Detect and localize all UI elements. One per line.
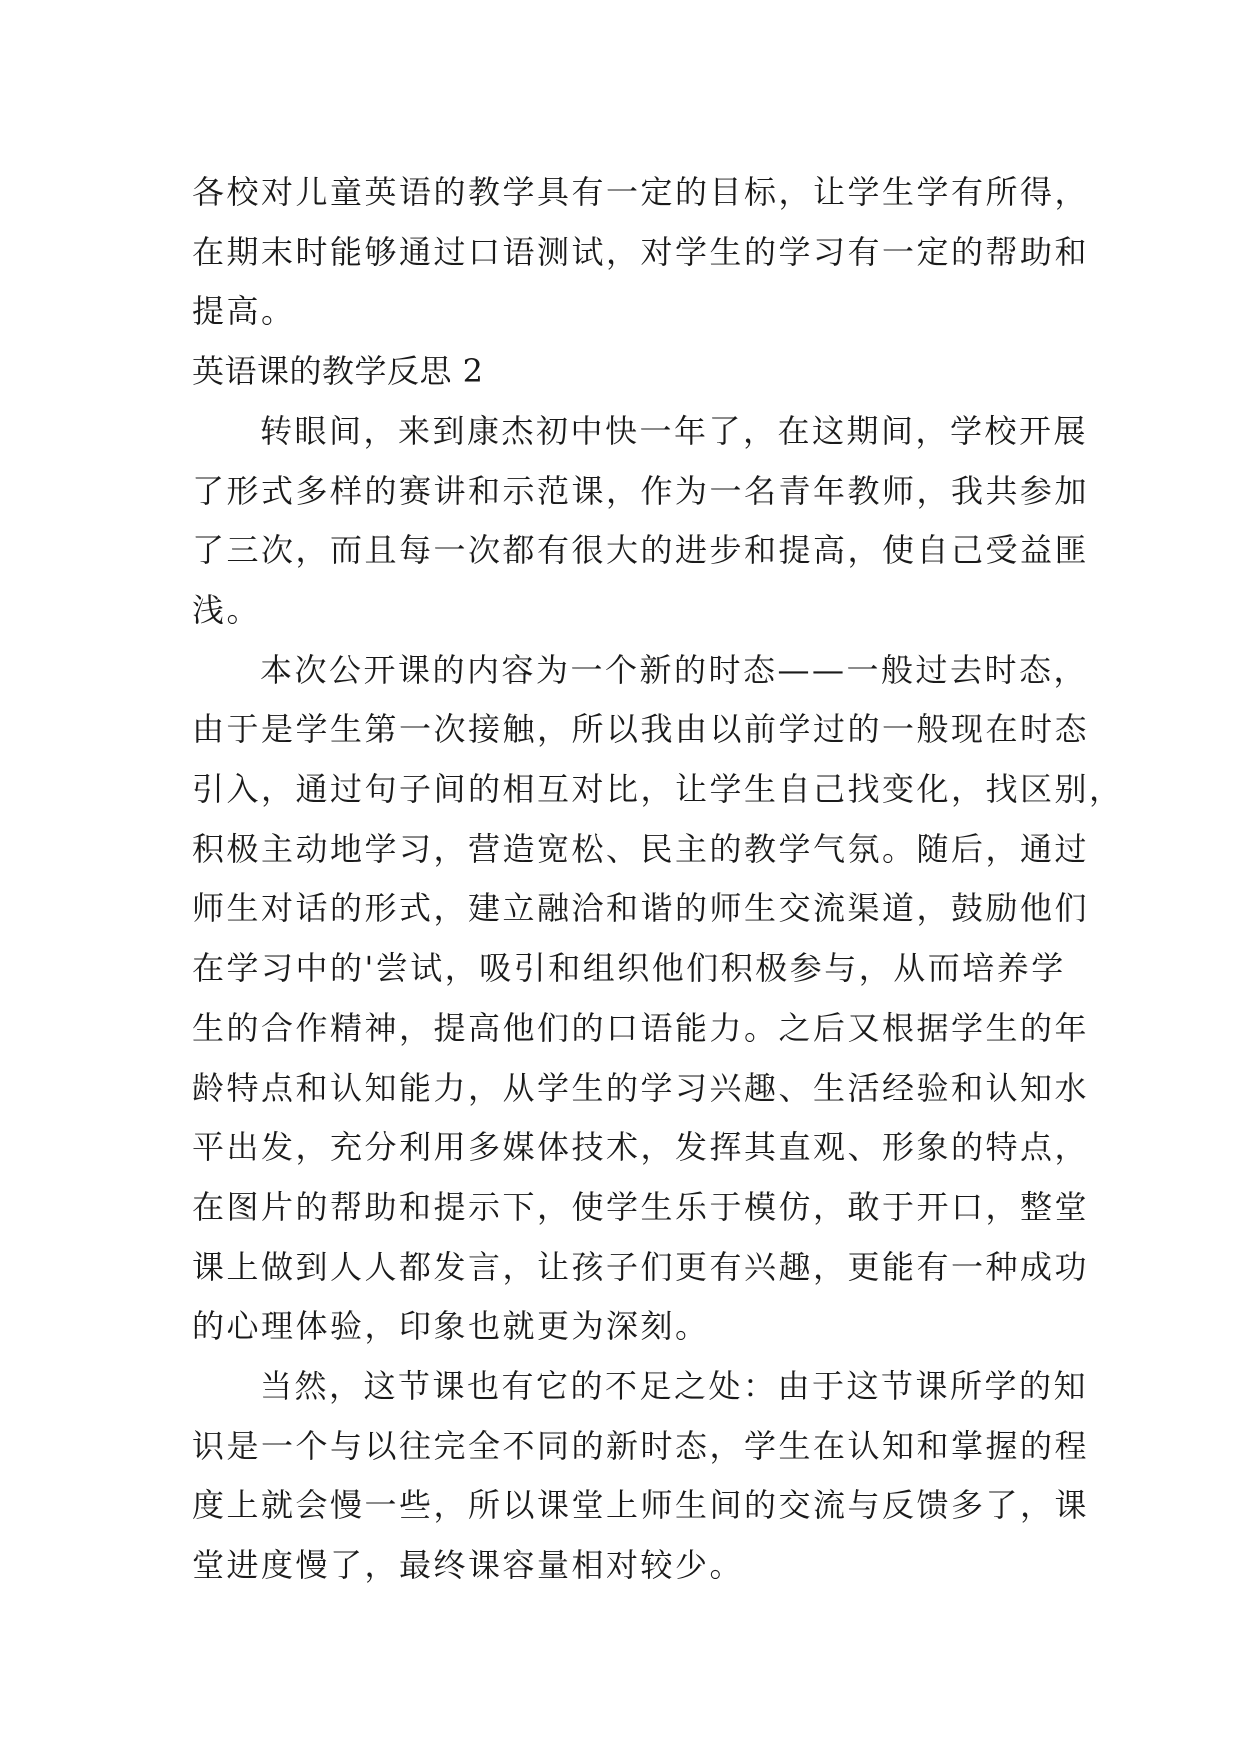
text-line: 本次公开课的内容为一个新的时态——一般过去时态， [260,650,1089,689]
text-line: 转眼间，来到康杰初中快一年了，在这期间，学校开展 [260,411,1089,450]
text-line: 的心理体验，印象也就更为深刻。 [192,1307,710,1346]
text-line: 平出发，充分利用多媒体技术，发挥其直观、形象的特点， [192,1128,1090,1167]
text-line: 识是一个与以往完全不同的新时态，学生在认知和掌握的程 [192,1426,1090,1465]
text-line: 引入，通过句子间的相互对比，让学生自己找变化，找区别， [192,770,1124,809]
paragraph-2 [192,641,1124,1357]
text-line: 度上就会慢一些，所以课堂上师生间的交流与反馈多了，课 [192,1486,1090,1525]
text-line: 当然，这节课也有它的不足之处：由于这节课所学的知 [260,1367,1089,1406]
document-body [192,163,1124,1596]
text-line: 各校对儿童英语的教学具有一定的目标，让学生学有所得， [192,173,1090,211]
intro-paragraph [192,163,1090,342]
section-heading: 英语课的教学反思 2 [192,352,484,391]
text-line: 龄特点和认知能力，从学生的学习兴趣、生活经验和认知水 [192,1068,1090,1107]
paragraph-1 [192,402,1090,641]
text-line: 了形式多样的赛讲和示范课，作为一名青年教师，我共参加 [192,471,1090,510]
text-line: 在图片的帮助和提示下，使学生乐于模仿，敢于开口，整堂 [192,1187,1090,1226]
text-line: 师生对话的形式，建立融洽和谐的师生交流渠道，鼓励他们 [192,889,1090,928]
text-line: 由于是学生第一次接触，所以我由以前学过的一般现在时态 [192,710,1090,749]
text-line: 浅。 [192,590,262,629]
text-line: 课上做到人人都发言，让孩子们更有兴趣，更能有一种成功 [192,1247,1090,1286]
text-line: 生的合作精神，提高他们的口语能力。之后又根据学生的年 [192,1008,1090,1047]
text-line: 提高。 [192,292,296,331]
text-line: 在期末时能够通过口语测试，对学生的学习有一定的帮助和 [192,232,1090,271]
text-line: 积极主动地学习，营造宽松、民主的教学气氛。随后，通过 [192,829,1090,868]
text-line: 在学习中的'尝试，吸引和组织他们积极参与，从而培养学 [192,949,1066,988]
text-line: 堂进度慢了，最终课容量相对较少。 [192,1546,745,1585]
paragraph-3 [192,1357,1090,1596]
text-line: 了三次，而且每一次都有很大的进步和提高，使自己受益匪 [192,531,1090,570]
